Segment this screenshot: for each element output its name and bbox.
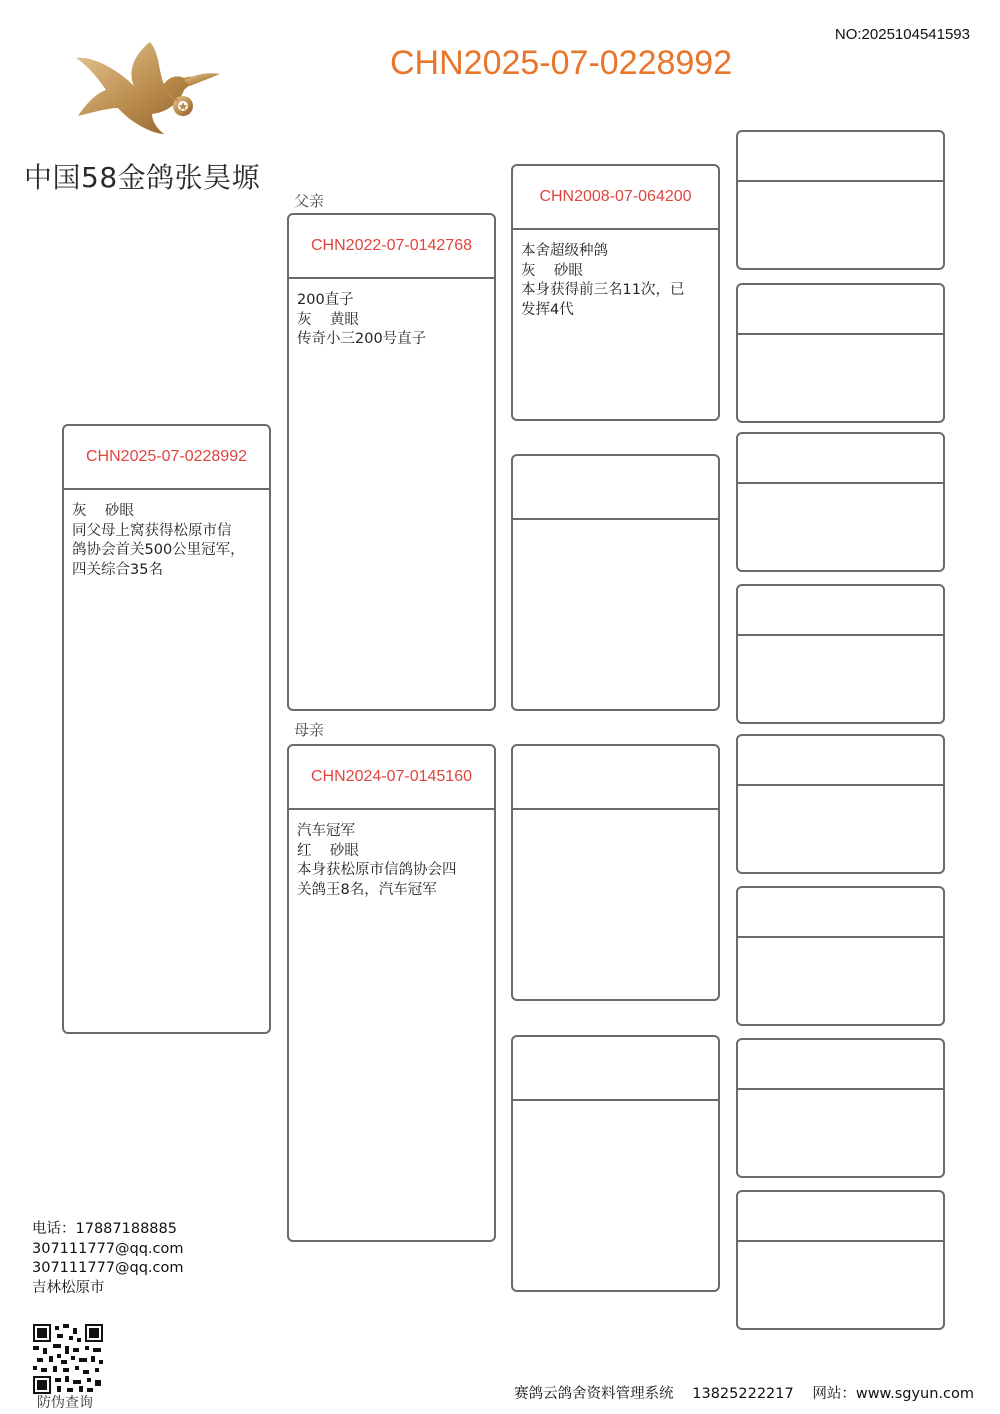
note-line: 四关综合35名 xyxy=(72,561,163,578)
sire-ring: CHN2022-07-0142768 xyxy=(289,215,494,279)
dam-card xyxy=(287,744,496,1242)
dam-notes xyxy=(289,810,494,900)
loft-name: 中国58金鸽张昊塬 xyxy=(24,161,261,194)
great-grandparent-card xyxy=(736,886,945,1026)
great-grandparent-card xyxy=(736,584,945,724)
grandparent-ring xyxy=(513,1037,718,1101)
note-line: 灰 黄眼 xyxy=(297,311,359,328)
great-grandparent-card xyxy=(736,130,945,270)
granddam-paternal-card xyxy=(511,454,720,711)
great-grandparent-ring xyxy=(738,132,943,182)
great-grandparent-ring xyxy=(738,1040,943,1090)
great-grandparent-ring xyxy=(738,586,943,636)
great-grandparent-card xyxy=(736,734,945,874)
great-grandparent-card xyxy=(736,1038,945,1178)
footer-website[interactable]: 网站：www.sgyun.com xyxy=(812,1386,974,1402)
contact-phone: 电话：17887188885 xyxy=(32,1221,177,1237)
note-line: 本身获得前三名11次，已 xyxy=(521,282,685,298)
great-grandparent-card xyxy=(736,283,945,423)
note-line: 同父母上窝获得松原市信 xyxy=(72,522,232,539)
note-line: 灰 砂眼 xyxy=(72,503,134,519)
dam-ring: CHN2024-07-0145160 xyxy=(289,746,494,810)
golden-dove-logo xyxy=(72,38,224,138)
serial-number: NO:2025104541593 xyxy=(834,26,970,43)
grandparent-ring xyxy=(513,456,718,520)
note-line: 灰 砂眼 xyxy=(521,262,583,279)
note-line: 传奇小三200号直子 xyxy=(297,331,427,347)
contact-email: 307111777@qq.com xyxy=(32,1240,184,1257)
grandparent-notes xyxy=(513,520,718,532)
note-line: 红 砂眼 xyxy=(297,842,359,859)
great-grandparent-ring xyxy=(738,285,943,335)
great-grandparent-ring xyxy=(738,1192,943,1242)
grandparent-notes xyxy=(513,810,718,822)
note-line: 鸽协会首关500公里冠军， xyxy=(72,542,245,558)
sire-card xyxy=(287,213,496,711)
note-line: 发挥4代 xyxy=(521,301,574,318)
great-grandparent-ring xyxy=(738,888,943,938)
sire-label: 父亲 xyxy=(294,192,325,210)
grandsire-maternal-card xyxy=(511,744,720,1001)
note-line: 本舍超级种鸽 xyxy=(521,243,608,259)
note-line: 汽车冠军 xyxy=(297,823,355,839)
main-ring-number: CHN2025-07-0228992 xyxy=(390,44,733,82)
contact-email: 307111777@qq.com xyxy=(32,1260,184,1276)
contact-address: 吉林松原市 xyxy=(32,1279,105,1296)
qr-code[interactable] xyxy=(33,1324,103,1394)
dam-label: 母亲 xyxy=(294,721,325,739)
subject-card xyxy=(62,424,271,1034)
grandparent-ring xyxy=(513,746,718,810)
footer-system: 赛鸽云鸽舍资料管理系统 xyxy=(514,1386,674,1402)
granddam-maternal-card xyxy=(511,1035,720,1292)
qr-label: 防伪查询 xyxy=(37,1395,93,1411)
note-line: 本身获松原市信鸽协会四 xyxy=(297,862,457,878)
great-grandparent-ring xyxy=(738,434,943,484)
footer-phone: 13825222217 xyxy=(692,1386,794,1402)
grandsire-paternal-card xyxy=(511,164,720,421)
footer xyxy=(514,1382,974,1403)
note-line: 关鸽王8名，汽车冠军 xyxy=(297,881,437,898)
great-grandparent-card xyxy=(736,1190,945,1330)
sire-notes xyxy=(289,279,494,350)
grandparent-ring: CHN2008-07-064200 xyxy=(513,166,718,230)
grandparent-notes xyxy=(513,1101,718,1113)
subject-ring: CHN2025-07-0228992 xyxy=(64,426,269,490)
great-grandparent-card xyxy=(736,432,945,572)
subject-notes xyxy=(64,490,269,580)
grandparent-notes xyxy=(513,230,718,320)
note-line: 200直子 xyxy=(297,292,354,308)
great-grandparent-ring xyxy=(738,736,943,786)
contact-info xyxy=(32,1220,184,1298)
